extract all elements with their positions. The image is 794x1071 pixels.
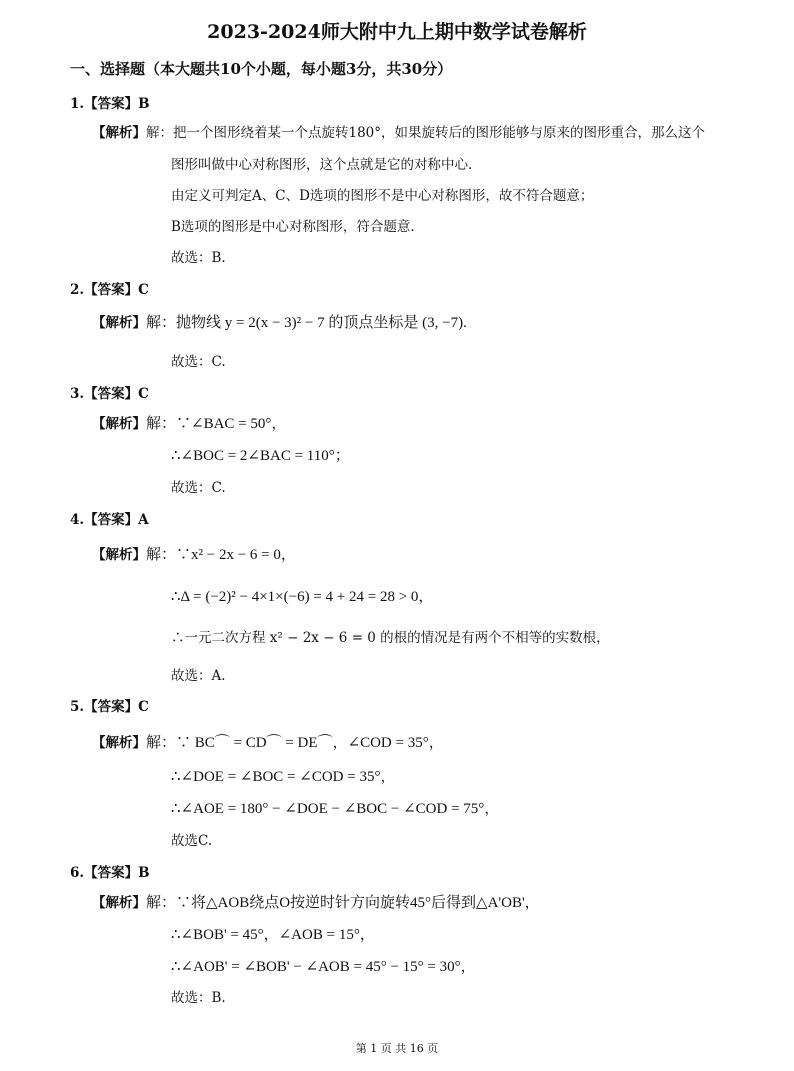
analysis-5-line-1: 【解析】解：∵ BC⌒ = CD⌒ = DE⌒，∠COD = 35°， (92, 735, 444, 751)
analysis-1-line-4: B选项的图形是中心对称图形，符合题意. (171, 219, 415, 235)
analysis-label: 【解析】 (92, 125, 146, 141)
analysis-5-line-3: ∴∠AOE = 180° − ∠DOE − ∠BOC − ∠COD = 75°， (171, 801, 500, 817)
analysis-6-line-3: ∴∠AOB' = ∠BOB' − ∠AOB = 45° − 15° = 30°， (171, 959, 476, 975)
analysis-1-line-5: 故选：B. (171, 250, 226, 266)
analysis-1-line-3: 由定义可判定A、C、D选项的图形不是中心对称图形，故不符合题意； (171, 188, 594, 204)
analysis-5-line-2: ∴∠DOE = ∠BOC = ∠COD = 35°， (171, 769, 396, 785)
analysis-label: 【解析】 (92, 547, 146, 563)
analysis-2-line-1: 【解析】解：抛物线 y = 2(x − 3)² − 7 的顶点坐标是 (3, −7). (92, 315, 467, 331)
analysis-label: 【解析】 (92, 895, 146, 911)
analysis-label: 【解析】 (92, 416, 146, 432)
answer-6: 6.【答案】B (70, 865, 150, 881)
answer-3: 3.【答案】C (70, 386, 149, 402)
analysis-1-line-2: 图形叫做中心对称图形，这个点就是它的对称中心. (171, 157, 473, 173)
analysis-2-line-2: 故选：C. (171, 354, 226, 370)
section-heading: 一、选择题（本大题共10个小题，每小题3分，共30分） (70, 60, 453, 78)
analysis-3-line-1: 【解析】解：∵∠BAC = 50°， (92, 416, 287, 432)
analysis-4-line-4: 故选：A. (171, 668, 226, 684)
answer-5: 5.【答案】C (70, 699, 149, 715)
analysis-3-line-3: 故选：C. (171, 480, 226, 496)
analysis-6-line-1: 【解析】解：∵将△AOB绕点O按逆时针方向旋转45°后得到△A'OB'， (92, 895, 540, 911)
analysis-4-line-3: ∴一元二次方程 x² − 2x − 6 = 0 的根的情况是有两个不相等的实数根， (171, 630, 610, 646)
analysis-label: 【解析】 (92, 315, 146, 331)
page-title: 2023-2024师大附中九上期中数学试卷解析 (207, 21, 587, 43)
answer-2: 2.【答案】C (70, 282, 149, 298)
analysis-5-line-4: 故选C. (171, 833, 213, 849)
analysis-label: 【解析】 (92, 735, 146, 751)
analysis-6-line-2: ∴∠BOB' = 45°，∠AOB = 15°， (171, 927, 375, 943)
analysis-1-line-1: 【解析】解：把一个图形绕着某一个点旋转180°，如果旋转后的图形能够与原来的图形重合，那么这个 (92, 125, 706, 141)
answer-1: 1.【答案】B (70, 96, 150, 112)
page-footer: 第 1 页 共 16 页 (355, 1042, 439, 1055)
analysis-3-line-2: ∴∠BOC = 2∠BAC = 110°； (171, 448, 350, 464)
answer-4: 4.【答案】A (70, 512, 149, 528)
analysis-6-line-4: 故选：B. (171, 990, 226, 1006)
analysis-4-line-1: 【解析】解：∵x² − 2x − 6 = 0， (92, 547, 296, 563)
analysis-4-line-2: ∴Δ = (−2)² − 4×1×(−6) = 4 + 24 = 28 > 0， (171, 589, 434, 605)
